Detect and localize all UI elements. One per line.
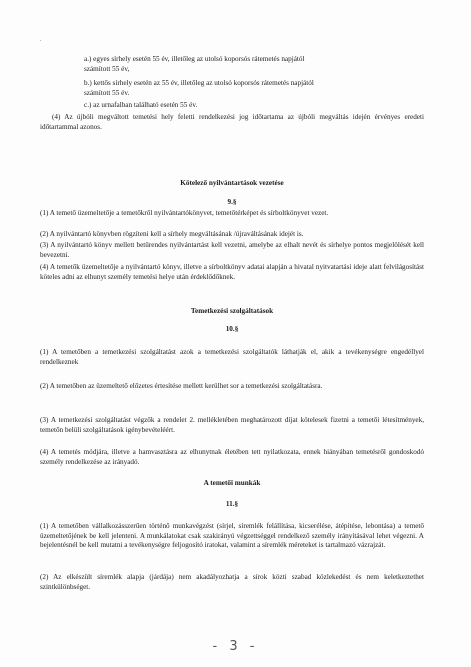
paragraph-9-3: (3) A nyilvántartó könyv mellett betűrendes nyilvántartást kell vezetni, amelybe az elhalt nevét és sírhelye pontos megjelölését kell bevezetni. [40,241,424,259]
line-a: a.) egyes sírhely esetén 55 év, illetőleg az utolsó koporsós rátemetés napjától [84,55,305,63]
line-a-cont: számított 55 év, [84,65,130,73]
paragraph-4: (4) Az újbóli megváltott temetési hely feletti rendelkezési jog időtartama az újbóli megváltás idején érvényes eredeti időtartammal azonos. [40,113,424,131]
heading-funeral-services: Temetkezési szolgáltatások [190,307,274,315]
heading-cemetery-works: A temetői munkák [203,479,261,487]
section-10: 10.§ [225,325,239,333]
paragraph-10-4: (4) A temetés módjára, illetve a hamvasztásra az elhunytnak életében tett nyilatkozata, ennek hiányában temetésről gondoskodó személy rendelkezése az irányadó. [40,448,424,466]
line-c: c.) az urnafalban található esetén 55 év. [84,101,198,109]
paragraph-9-1: (1) A temető üzemeltetője a temetőkről nyilvántartókönyvet, temetőtérképet és sírboltkönyvet vezet. [40,209,329,217]
paragraph-10-1: (1) A temetőben a temetkezési szolgáltatást azok a temetkezési szolgáltatók láthatják el, akik a tevékenységre engedéllyel rendelkeznek [40,348,424,366]
paragraph-9-4: (4) A temetők üzemeltetője a nyilvántartó könyv, illetve a sírboltkönyv adatai alapján a hivatal nyitvatartási ideje alatt felvilágosítást köteles adni az elhunyt személy temetési helye után érdeklődőknek. [40,263,424,281]
page-number: - 3 - [212,639,259,654]
paragraph-11-2: (2) Az elkészült síremlék alapja (járdája) nem akadályozhatja a sírok közti szabad közlekedést és nem keletkeztethet szintkülönbséget. [40,573,424,591]
paragraph-9-2: (2) A nyilvántartó könyvben rögzíteni kell a sírhely megváltásának /újraváltásának idejét is. [40,230,304,238]
paragraph-10-2: (2) A temetőben az üzemeltető előzetes értesítése mellett kerülhet sor a temetkezési szolgáltatásra. [40,382,323,390]
paragraph-10-3: (3) A temetkezési szolgáltatást végzők a rendelet 2. mellékletében meghatározott díjat kötelesek fizetni a temetői létesítmények, temetőn belüli szolgáltatások igénybevételéért. [40,416,424,434]
line-b-cont: számított 55 év. [84,89,130,97]
section-11: 11.§ [225,500,239,508]
line-b: b.) kettős sírhely esetén az 55 év, illetőleg az utolsó koporsós rátemetés napjától [84,79,314,87]
heading-registers: Kötelező nyilvántartások vezetése [180,179,284,187]
scan-speck [40,40,41,41]
section-9: 9.§ [227,198,237,206]
paragraph-11-1: (1) A temetőben vállalkozásszerűen történő munkavégzést (sírjel, síremlék felállítása, kicserélése, átépítése, lebontása) a temető üzemeltetőjének be kell jelenteni. A munkálatokat csak szakirányú végzettséggel rendelkező személy irányításával lehet végezni. A bejelentésnél be kell mutatni a tevékenységre feljogosító iratokat, valamint a síremlék méreteket is tartalmazó vázrajzát. [40,522,424,550]
